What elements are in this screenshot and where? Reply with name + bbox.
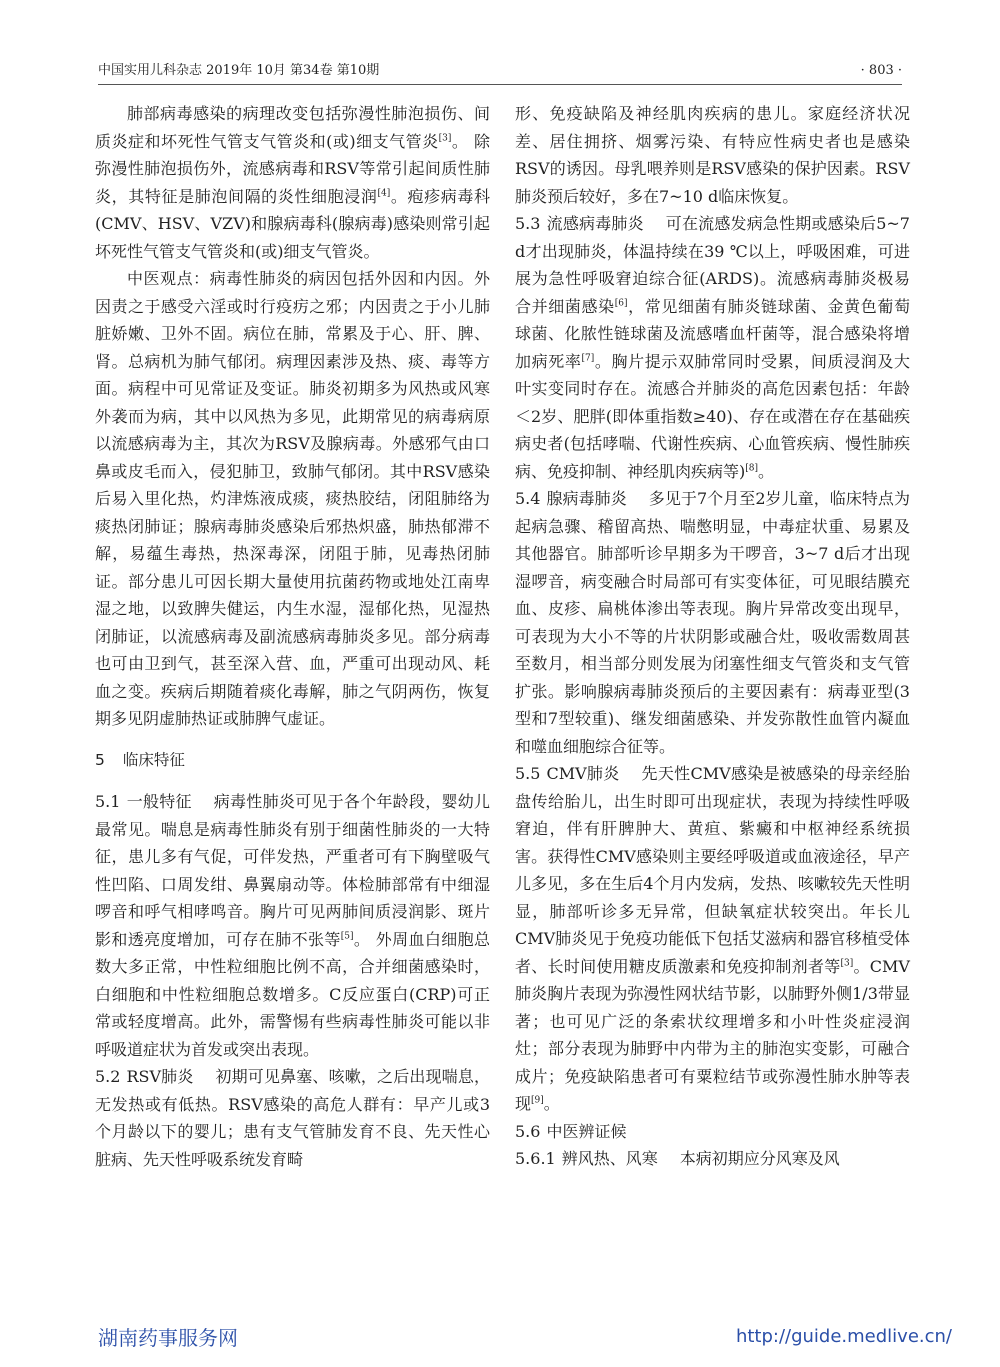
- subsection-5-6: [515, 1118, 910, 1146]
- text-span: 。: [758, 461, 775, 481]
- section-title: 临床特征: [122, 750, 185, 769]
- text-span: 本病初期应分风寒及风: [679, 1149, 840, 1168]
- subsection-title: 腺病毒肺炎: [546, 489, 627, 508]
- subsection-5-5: [515, 760, 910, 1118]
- citation-ref: [8]: [745, 463, 758, 474]
- paragraph-pathology: [95, 100, 490, 265]
- citation-ref: [5]: [340, 931, 354, 942]
- text-span: 。 外周血白细胞总数大多正常，中性粒细胞比例不高，合并细菌感染时，白细胞和中性粒细胞总数增多。C反应蛋白(CRP)可正常或轻度增高。此外，需警惕有些病毒性肺炎可能以非呼吸道症状为首发或突出表现。: [95, 929, 490, 1059]
- citation-ref: [4]: [377, 188, 391, 199]
- page-number: · 803 ·: [860, 63, 902, 78]
- subsection-title: RSV肺炎: [126, 1067, 194, 1086]
- subsection-title: 一般特征: [126, 792, 192, 811]
- section-number: 5: [95, 750, 105, 769]
- text-span: 。CMV肺炎胸片表现为弥漫性网状结节影，以肺野外侧1/3带显著；也可见广泛的条索状纹理增多和小叶性炎症浸润灶；部分表现为肺野中内带为主的肺泡实变影，可融合成片；免疫缺陷患者可有粟粒结节或弥漫性肺水肿等表现: [515, 956, 910, 1113]
- subsection-number: 5.2: [95, 1067, 121, 1086]
- subsection-title: 流感病毒肺炎: [546, 214, 644, 233]
- subsection-5-2: [95, 1063, 490, 1173]
- section-heading-5: [95, 747, 490, 775]
- journal-citation: 中国实用儿科杂志 2019年 10月 第34卷 第10期: [98, 63, 380, 78]
- subsection-number: 5.3: [515, 214, 541, 233]
- subsection-number: 5.1: [95, 792, 121, 811]
- text-span: 初期可见鼻塞、咳嗽，之后出现喘息，无发热或有低热。RSV感染的高危人群有：早产儿或3个月龄以下的婴儿；患有支气管肺发育不良、先天性心脏病、先天性呼吸系统发育畸: [95, 1067, 490, 1169]
- citation-ref: [6]: [614, 298, 628, 309]
- text-span: ，常见细菌有肺炎链球菌、金黄色葡萄球菌、化脓性链球菌及流感嗜血杆菌等，混合感染将增加病死率: [515, 296, 910, 371]
- left-column: [95, 100, 490, 1173]
- citation-ref: [7]: [581, 353, 595, 364]
- subsection-5-4: [515, 485, 910, 760]
- text-span: 先天性CMV感染是被感染的母亲经胎盘传给胎儿，出生时即可出现症状，表现为持续性呼吸窘迫，伴有肝脾肿大、黄疸、紫癜和中枢神经系统损害。获得性CMV感染则主要经呼吸道或血液途径，早产儿多见，多在生后4个月内发病，发热、咳嗽较先天性明显，肺部听诊多无异常，但缺氧症状较突出。年长儿CMV肺炎见于免疫功能低下包括艾滋病和器官移植受体者、长时间使用糖皮质激素和免疫抑制剂者等: [515, 764, 910, 976]
- text-span: 。胸片提示双肺常同时受累，间质浸润及大叶实变同时存在。流感合并肺炎的高危因素包括：年龄＜2岁、肥胖(即体重指数≥40)、存在或潜在存在基础疾病史者(包括哮喘、代谢性疾病、心血管疾病、慢性肺疾病、免疫抑制、神经肌肉疾病等): [515, 351, 910, 481]
- subsection-number: 5.6.1: [515, 1149, 556, 1168]
- subsection-title: 中医辨证候: [546, 1121, 627, 1141]
- subsection-number: 5.4: [515, 489, 541, 508]
- text-span: 。: [543, 1094, 560, 1113]
- text-span: 。 除弥漫性肺泡损伤外，流感病毒和RSV等常引起间质性肺炎，其特征是肺泡间隔的炎性细胞浸润: [95, 131, 490, 206]
- watermark-site-name: 湖南药事服务网: [98, 1326, 238, 1350]
- watermark-url[interactable]: http://guide.medlive.cn/: [735, 1326, 952, 1347]
- paragraph-tcm-view: 中医观点：病毒性肺炎的病因包括外因和内因。外因责之于感受六淫或时行疫疠之邪；内因责之于小儿肺脏娇嫩、卫外不固。病位在肺，常累及于心、肝、脾、肾。总病机为肺气郁闭。病理因素涉及热、痰、毒等方面。病程中可见常证及变证。肺炎初期多为风热或风寒外袭而为病，其中以风热为多见，此期常见的病毒病原以流感病毒为主，其次为RSV及腺病毒。外感邪气由口鼻或皮毛而入，侵犯肺卫，致肺气郁闭。其中RSV感染后易入里化热，灼津炼液成痰，痰热胶结，闭阻肺络为痰热闭肺证；腺病毒肺炎感染后邪热炽盛，肺热郁滞不解，易蕴生毒热，热深毒深，闭阻于肺，见毒热闭肺证。部分患儿可因长期大量使用抗菌药物或地处江南卑湿之地，以致脾失健运，内生水湿，湿郁化热，见湿热闭肺证，以流感病毒及副流感病毒肺炎多见。部分病毒也可由卫到气，甚至深入营、血，严重可出现动风、耗血之变。疾病后期随着痰化毒解，肺之气阴两伤，恢复期多见阴虚肺热证或肺脾气虚证。: [95, 269, 490, 728]
- subsection-number: 5.5: [515, 764, 541, 783]
- citation-ref: [3]: [438, 133, 452, 144]
- subsection-5-1: [95, 788, 490, 1063]
- text-span: 多见于7个月至2岁儿童，临床特点为起病急骤、稽留高热、喘憋明显，中毒症状重、易累及其他器官。肺部听诊早期多为干啰音，3~7 d后才出现湿啰音，病变融合时局部可有实变体征，可见眼结膜充血、皮疹、扁桃体渗出等表现。胸片异常改变出现早，可表现为大小不等的片状阴影或融合灶，吸收需数周甚至数月，相当部分则发展为闭塞性细支气管炎和支气管扩张。影响腺病毒肺炎预后的主要因素有：病毒亚型(3型和7型较重)、继发细菌感染、并发弥散性血管内凝血和噬血细胞综合征等。: [515, 489, 910, 756]
- right-column: [515, 100, 910, 1173]
- citation-ref: [3]: [840, 958, 854, 969]
- subsection-number: 5.6: [515, 1121, 541, 1141]
- subsection-title: CMV肺炎: [546, 764, 620, 783]
- running-header: [98, 62, 902, 85]
- text-span: 可在流感发病急性期或感染后5~7 d才出现肺炎，体温持续在39 ℃以上，呼吸困难，可进展为急性呼吸窘迫综合征(ARDS)。流感病毒肺炎极易合并细菌感染: [515, 214, 910, 316]
- subsection-5-6-1: [515, 1145, 910, 1173]
- subsection-5-3: [515, 210, 910, 485]
- subsection-title: 辨风热、风寒: [561, 1149, 658, 1168]
- paragraph-rsv-continued: 形、免疫缺陷及神经肌肉疾病的患儿。家庭经济状况差、居住拥挤、烟雾污染、有特应性病史者也是感染RSV的诱因。母乳喂养则是RSV感染的保护因素。RSV肺炎预后较好，多在7~10 d临床恢复。: [515, 104, 910, 206]
- text-span: 。疱疹病毒科(CMV、HSV、VZV)和腺病毒科(腺病毒)感染则常引起坏死性气管支气管炎和(或)细支气管炎。: [95, 186, 490, 261]
- citation-ref: [9]: [531, 1095, 544, 1106]
- text-span: 肺部病毒感染的病理改变包括弥漫性肺泡损伤、间质炎症和坏死性气管支气管炎和(或)细支气管炎: [95, 104, 490, 151]
- text-span: 病毒性肺炎可见于各个年龄段，婴幼儿最常见。喘息是病毒性肺炎有别于细菌性肺炎的一大特征，患儿多有气促，可伴发热，严重者可有下胸壁吸气性凹陷、口周发绀、鼻翼扇动等。体检肺部常有中细湿啰音和呼气相哮鸣音。胸片可见两肺间质浸润影、斑片影和透亮度增加，可存在肺不张等: [95, 792, 490, 949]
